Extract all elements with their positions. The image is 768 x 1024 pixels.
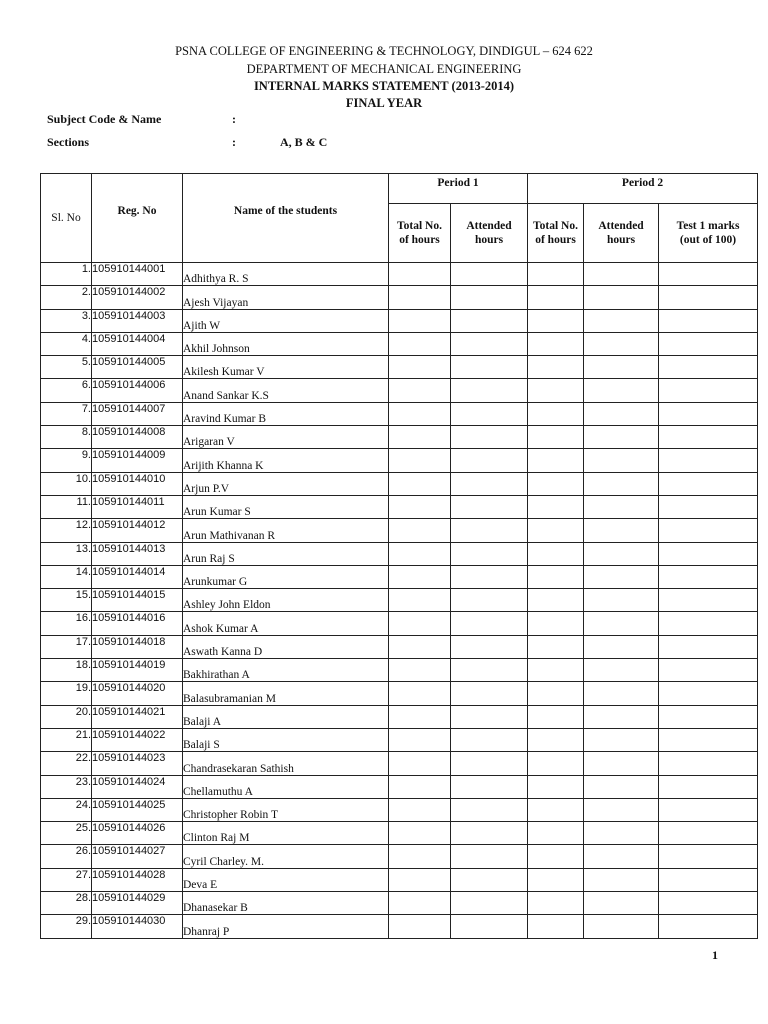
student-name-cell: Arun Raj S	[183, 542, 389, 565]
serial-number-cell: 17.	[41, 635, 92, 658]
test1-marks-cell	[659, 868, 758, 891]
table-row	[41, 589, 758, 612]
reg-number-cell: 105910144023	[92, 752, 183, 775]
p1-attended-hours-cell	[451, 309, 528, 332]
table-row	[41, 659, 758, 682]
reg-number-cell: 105910144025	[92, 798, 183, 821]
serial-number-cell: 23.	[41, 775, 92, 798]
reg-number-cell: 105910144013	[92, 542, 183, 565]
student-name-cell: Arun Kumar S	[183, 495, 389, 518]
table-row	[41, 612, 758, 635]
p1-attended-hours-cell	[451, 449, 528, 472]
p2-total-hours-cell	[528, 402, 584, 425]
p1-total-hours-cell	[389, 519, 451, 542]
reg-number-cell: 105910144029	[92, 892, 183, 915]
p2-attended-hours-cell	[584, 915, 659, 938]
p1-attended-hours-cell	[451, 728, 528, 751]
p2-attended-hours-cell	[584, 752, 659, 775]
p1-total-hours-cell	[389, 356, 451, 379]
test1-marks-cell	[659, 426, 758, 449]
table-row	[41, 868, 758, 891]
table-row	[41, 542, 758, 565]
p1-total-hours-cell	[389, 752, 451, 775]
p1-attended-hours-cell	[451, 542, 528, 565]
p1-attended-hours-cell	[451, 495, 528, 518]
test1-marks-cell	[659, 775, 758, 798]
serial-number-cell: 16.	[41, 612, 92, 635]
serial-number-cell: 4.	[41, 332, 92, 355]
p2-attended-hours-cell	[584, 426, 659, 449]
p2-attended-hours-cell	[584, 822, 659, 845]
year-title: FINAL YEAR	[345, 96, 423, 110]
reg-number-cell: 105910144020	[92, 682, 183, 705]
statement-title: INTERNAL MARKS STATEMENT (2013-2014)	[253, 79, 515, 93]
reg-number-cell: 105910144024	[92, 775, 183, 798]
p2-attended-hours-cell	[584, 565, 659, 588]
p1-attended-hours-cell	[451, 519, 528, 542]
serial-number-cell: 24.	[41, 798, 92, 821]
header-p1-attended-hours: Attended hours	[451, 204, 528, 263]
p2-total-hours-cell	[528, 286, 584, 309]
p2-attended-hours-cell	[584, 705, 659, 728]
p2-total-hours-cell	[528, 775, 584, 798]
serial-number-cell: 15.	[41, 589, 92, 612]
reg-number-cell: 105910144009	[92, 449, 183, 472]
reg-number-cell: 105910144028	[92, 868, 183, 891]
student-name-cell: Bakhirathan A	[183, 659, 389, 682]
serial-number-cell: 13.	[41, 542, 92, 565]
p2-total-hours-cell	[528, 519, 584, 542]
p1-attended-hours-cell	[451, 332, 528, 355]
table-row	[41, 798, 758, 821]
p1-total-hours-cell	[389, 915, 451, 938]
p1-total-hours-cell	[389, 402, 451, 425]
p1-total-hours-cell	[389, 332, 451, 355]
reg-number-cell: 105910144004	[92, 332, 183, 355]
serial-number-cell: 2.	[41, 286, 92, 309]
p1-attended-hours-cell	[451, 426, 528, 449]
p1-total-hours-cell	[389, 565, 451, 588]
student-rows	[41, 263, 758, 939]
student-name-cell: Chandrasekaran Sathish	[183, 752, 389, 775]
student-name-cell: Deva E	[183, 868, 389, 891]
table-row	[41, 892, 758, 915]
p2-total-hours-cell	[528, 472, 584, 495]
p1-total-hours-cell	[389, 892, 451, 915]
p1-attended-hours-cell	[451, 892, 528, 915]
subject-separator: :	[232, 112, 236, 126]
student-name-cell: Balaji A	[183, 705, 389, 728]
p2-attended-hours-cell	[584, 798, 659, 821]
serial-number-cell: 10.	[41, 472, 92, 495]
p2-attended-hours-cell	[584, 868, 659, 891]
p2-total-hours-cell	[528, 798, 584, 821]
student-name-cell: Arjun P.V	[183, 472, 389, 495]
test1-marks-cell	[659, 263, 758, 286]
table-row	[41, 705, 758, 728]
test1-marks-cell	[659, 752, 758, 775]
serial-number-cell: 14.	[41, 565, 92, 588]
p1-total-hours-cell	[389, 635, 451, 658]
p1-total-hours-cell	[389, 612, 451, 635]
header-test1-marks: Test 1 marks (out of 100)	[659, 204, 758, 263]
test1-marks-cell	[659, 705, 758, 728]
test1-marks-cell	[659, 635, 758, 658]
student-name-cell: Clinton Raj M	[183, 822, 389, 845]
test1-marks-cell	[659, 286, 758, 309]
reg-number-cell: 105910144026	[92, 822, 183, 845]
p1-total-hours-cell	[389, 589, 451, 612]
serial-number-cell: 29.	[41, 915, 92, 938]
serial-number-cell: 18.	[41, 659, 92, 682]
p2-total-hours-cell	[528, 332, 584, 355]
p2-attended-hours-cell	[584, 542, 659, 565]
student-name-cell: Chellamuthu A	[183, 775, 389, 798]
student-name-cell: Arun Mathivanan R	[183, 519, 389, 542]
p2-total-hours-cell	[528, 565, 584, 588]
student-name-cell: Adhithya R. S	[183, 263, 389, 286]
sections-separator: :	[232, 135, 236, 149]
p2-attended-hours-cell	[584, 635, 659, 658]
student-name-cell: Dhanraj P	[183, 915, 389, 938]
p1-total-hours-cell	[389, 659, 451, 682]
p1-total-hours-cell	[389, 798, 451, 821]
reg-number-cell: 105910144001	[92, 263, 183, 286]
sections-value: A, B & C	[280, 135, 328, 149]
p1-attended-hours-cell	[451, 402, 528, 425]
table-row	[41, 402, 758, 425]
p1-attended-hours-cell	[451, 635, 528, 658]
p1-total-hours-cell	[389, 682, 451, 705]
table-row	[41, 752, 758, 775]
header-reg-no: Reg. No	[92, 174, 183, 263]
p2-attended-hours-cell	[584, 379, 659, 402]
table-row	[41, 682, 758, 705]
test1-marks-cell	[659, 822, 758, 845]
p2-total-hours-cell	[528, 659, 584, 682]
table-row	[41, 635, 758, 658]
p2-attended-hours-cell	[584, 332, 659, 355]
p1-attended-hours-cell	[451, 472, 528, 495]
serial-number-cell: 26.	[41, 845, 92, 868]
reg-number-cell: 105910144010	[92, 472, 183, 495]
reg-number-cell: 105910144019	[92, 659, 183, 682]
p2-total-hours-cell	[528, 822, 584, 845]
p1-total-hours-cell	[389, 822, 451, 845]
college-name: PSNA COLLEGE OF ENGINEERING & TECHNOLOGY, DINDIGUL – 624 622	[175, 44, 593, 58]
p2-attended-hours-cell	[584, 519, 659, 542]
reg-number-cell: 105910144011	[92, 495, 183, 518]
table-row	[41, 822, 758, 845]
p1-total-hours-cell	[389, 449, 451, 472]
test1-marks-cell	[659, 519, 758, 542]
test1-marks-cell	[659, 379, 758, 402]
p1-attended-hours-cell	[451, 659, 528, 682]
table-row	[41, 426, 758, 449]
p2-total-hours-cell	[528, 379, 584, 402]
p2-attended-hours-cell	[584, 402, 659, 425]
p2-total-hours-cell	[528, 263, 584, 286]
table-row	[41, 472, 758, 495]
reg-number-cell: 105910144007	[92, 402, 183, 425]
department-name: DEPARTMENT OF MECHANICAL ENGINEERING	[246, 62, 522, 76]
table-row	[41, 495, 758, 518]
student-name-cell: Ajith W	[183, 309, 389, 332]
p2-attended-hours-cell	[584, 659, 659, 682]
test1-marks-cell	[659, 332, 758, 355]
test1-marks-cell	[659, 356, 758, 379]
serial-number-cell: 3.	[41, 309, 92, 332]
student-name-cell: Ajesh Vijayan	[183, 286, 389, 309]
serial-number-cell: 9.	[41, 449, 92, 472]
p1-total-hours-cell	[389, 495, 451, 518]
student-name-cell: Ashley John Eldon	[183, 589, 389, 612]
table-row	[41, 379, 758, 402]
serial-number-cell: 28.	[41, 892, 92, 915]
p2-attended-hours-cell	[584, 309, 659, 332]
p2-attended-hours-cell	[584, 612, 659, 635]
reg-number-cell: 105910144005	[92, 356, 183, 379]
serial-number-cell: 12.	[41, 519, 92, 542]
p1-total-hours-cell	[389, 309, 451, 332]
serial-number-cell: 21.	[41, 728, 92, 751]
p2-total-hours-cell	[528, 449, 584, 472]
p2-attended-hours-cell	[584, 495, 659, 518]
reg-number-cell: 105910144002	[92, 286, 183, 309]
table-row	[41, 309, 758, 332]
serial-number-cell: 1.	[41, 263, 92, 286]
student-name-cell: Balasubramanian M	[183, 682, 389, 705]
test1-marks-cell	[659, 659, 758, 682]
student-name-cell: Akilesh Kumar V	[183, 356, 389, 379]
p1-total-hours-cell	[389, 472, 451, 495]
reg-number-cell: 105910144006	[92, 379, 183, 402]
p1-total-hours-cell	[389, 263, 451, 286]
p1-total-hours-cell	[389, 845, 451, 868]
p1-attended-hours-cell	[451, 822, 528, 845]
p1-total-hours-cell	[389, 542, 451, 565]
p1-attended-hours-cell	[451, 845, 528, 868]
student-name-cell: Arijith Khanna K	[183, 449, 389, 472]
header-sl-no: Sl. No	[41, 174, 92, 263]
test1-marks-cell	[659, 915, 758, 938]
p1-attended-hours-cell	[451, 705, 528, 728]
p2-attended-hours-cell	[584, 472, 659, 495]
p2-attended-hours-cell	[584, 449, 659, 472]
reg-number-cell: 105910144016	[92, 612, 183, 635]
p2-total-hours-cell	[528, 495, 584, 518]
student-name-cell: Dhanasekar B	[183, 892, 389, 915]
p2-total-hours-cell	[528, 682, 584, 705]
table-row	[41, 775, 758, 798]
serial-number-cell: 25.	[41, 822, 92, 845]
test1-marks-cell	[659, 402, 758, 425]
p2-attended-hours-cell	[584, 286, 659, 309]
table-row	[41, 915, 758, 938]
p1-attended-hours-cell	[451, 589, 528, 612]
p2-attended-hours-cell	[584, 589, 659, 612]
reg-number-cell: 105910144027	[92, 845, 183, 868]
p1-attended-hours-cell	[451, 868, 528, 891]
test1-marks-cell	[659, 449, 758, 472]
p1-attended-hours-cell	[451, 682, 528, 705]
student-name-cell: Cyril Charley. M.	[183, 845, 389, 868]
table-row	[41, 356, 758, 379]
test1-marks-cell	[659, 892, 758, 915]
p1-attended-hours-cell	[451, 798, 528, 821]
student-name-cell: Ashok Kumar A	[183, 612, 389, 635]
p2-attended-hours-cell	[584, 728, 659, 751]
reg-number-cell: 105910144030	[92, 915, 183, 938]
p2-total-hours-cell	[528, 426, 584, 449]
p1-attended-hours-cell	[451, 915, 528, 938]
reg-number-cell: 105910144018	[92, 635, 183, 658]
table-row	[41, 449, 758, 472]
table-row	[41, 286, 758, 309]
serial-number-cell: 20.	[41, 705, 92, 728]
p1-attended-hours-cell	[451, 356, 528, 379]
serial-number-cell: 22.	[41, 752, 92, 775]
p2-attended-hours-cell	[584, 263, 659, 286]
sections-label: Sections	[47, 135, 89, 149]
p1-attended-hours-cell	[451, 775, 528, 798]
reg-number-cell: 105910144021	[92, 705, 183, 728]
p1-total-hours-cell	[389, 379, 451, 402]
p1-total-hours-cell	[389, 775, 451, 798]
student-name-cell: Christopher Robin T	[183, 798, 389, 821]
test1-marks-cell	[659, 682, 758, 705]
p1-total-hours-cell	[389, 426, 451, 449]
reg-number-cell: 105910144014	[92, 565, 183, 588]
student-name-cell: Balaji S	[183, 728, 389, 751]
p1-attended-hours-cell	[451, 379, 528, 402]
test1-marks-cell	[659, 728, 758, 751]
p1-attended-hours-cell	[451, 565, 528, 588]
student-name-cell: Arigaran V	[183, 426, 389, 449]
reg-number-cell: 105910144008	[92, 426, 183, 449]
table-row	[41, 728, 758, 751]
p1-total-hours-cell	[389, 728, 451, 751]
p2-attended-hours-cell	[584, 845, 659, 868]
test1-marks-cell	[659, 495, 758, 518]
serial-number-cell: 19.	[41, 682, 92, 705]
p2-total-hours-cell	[528, 612, 584, 635]
p2-total-hours-cell	[528, 705, 584, 728]
serial-number-cell: 8.	[41, 426, 92, 449]
p2-total-hours-cell	[528, 309, 584, 332]
header-period-1: Period 1	[389, 174, 528, 204]
test1-marks-cell	[659, 472, 758, 495]
marks-table	[40, 173, 758, 939]
header-student-name: Name of the students	[183, 174, 389, 263]
serial-number-cell: 27.	[41, 868, 92, 891]
header-period-2: Period 2	[528, 174, 758, 204]
test1-marks-cell	[659, 542, 758, 565]
serial-number-cell: 11.	[41, 495, 92, 518]
reg-number-cell: 105910144012	[92, 519, 183, 542]
test1-marks-cell	[659, 845, 758, 868]
p2-total-hours-cell	[528, 635, 584, 658]
test1-marks-cell	[659, 565, 758, 588]
reg-number-cell: 105910144022	[92, 728, 183, 751]
table-row	[41, 263, 758, 286]
p2-attended-hours-cell	[584, 682, 659, 705]
p2-total-hours-cell	[528, 892, 584, 915]
student-name-cell: Akhil Johnson	[183, 332, 389, 355]
table-row	[41, 332, 758, 355]
header-p1-total-hours: Total No. of hours	[389, 204, 451, 263]
p1-attended-hours-cell	[451, 286, 528, 309]
p2-total-hours-cell	[528, 868, 584, 891]
p2-total-hours-cell	[528, 589, 584, 612]
table-row	[41, 845, 758, 868]
header-p2-total-hours: Total No. of hours	[528, 204, 584, 263]
p1-total-hours-cell	[389, 286, 451, 309]
table-row	[41, 565, 758, 588]
table-row	[41, 519, 758, 542]
p2-total-hours-cell	[528, 542, 584, 565]
subject-label: Subject Code & Name	[47, 112, 162, 126]
p2-total-hours-cell	[528, 915, 584, 938]
serial-number-cell: 7.	[41, 402, 92, 425]
p2-attended-hours-cell	[584, 356, 659, 379]
page-number: 1	[712, 948, 718, 962]
p2-total-hours-cell	[528, 356, 584, 379]
p2-total-hours-cell	[528, 728, 584, 751]
reg-number-cell: 105910144015	[92, 589, 183, 612]
student-name-cell: Anand Sankar K.S	[183, 379, 389, 402]
p1-total-hours-cell	[389, 868, 451, 891]
student-name-cell: Aswath Kanna D	[183, 635, 389, 658]
p2-attended-hours-cell	[584, 775, 659, 798]
serial-number-cell: 5.	[41, 356, 92, 379]
p2-total-hours-cell	[528, 845, 584, 868]
test1-marks-cell	[659, 589, 758, 612]
test1-marks-cell	[659, 309, 758, 332]
p1-total-hours-cell	[389, 705, 451, 728]
student-name-cell: Arunkumar G	[183, 565, 389, 588]
header-p2-attended-hours: Attended hours	[584, 204, 659, 263]
p1-attended-hours-cell	[451, 612, 528, 635]
serial-number-cell: 6.	[41, 379, 92, 402]
p1-attended-hours-cell	[451, 752, 528, 775]
reg-number-cell: 105910144003	[92, 309, 183, 332]
p1-attended-hours-cell	[451, 263, 528, 286]
p2-total-hours-cell	[528, 752, 584, 775]
test1-marks-cell	[659, 798, 758, 821]
p2-attended-hours-cell	[584, 892, 659, 915]
test1-marks-cell	[659, 612, 758, 635]
student-name-cell: Aravind Kumar B	[183, 402, 389, 425]
